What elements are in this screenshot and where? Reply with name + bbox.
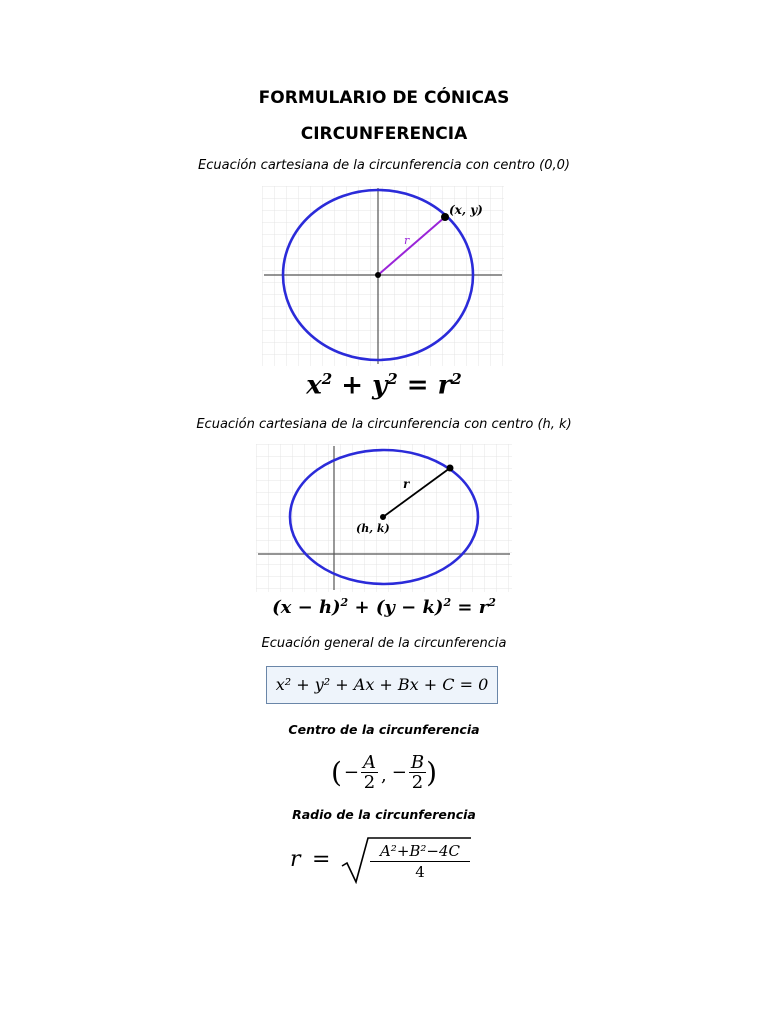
circle-point	[447, 465, 454, 472]
circle-point	[441, 213, 449, 221]
center-formula: ( − $\frac{A}{2}$ , − $\frac{B}{2}$ )	[330, 751, 438, 793]
circle-origin-diagram	[262, 186, 504, 366]
caption-center-formula: Centro de la circunferencia	[288, 722, 480, 737]
radius-formula	[290, 834, 480, 886]
caption-general-equation: Ecuación general de la circunferencia	[261, 636, 507, 651]
caption-center-hk: Ecuación cartesiana de la circunferencia con centro (h, k)	[196, 417, 572, 432]
general-equation-box	[266, 666, 498, 704]
radius-numerator: A²+B²−4C	[370, 842, 470, 862]
point-label: (x, y)	[449, 203, 483, 217]
equals-sign: =	[312, 847, 331, 872]
general-equation: x² + y² + Ax + Bx + C = 0	[275, 675, 489, 694]
circle-hk-diagram	[256, 444, 512, 592]
section-title: CIRCUNFERENCIA	[300, 124, 468, 144]
radius-label: r	[404, 234, 410, 247]
equation-origin: $x^2 + y^2 = r^2$	[306, 370, 462, 401]
caption-radius-formula: Radio de la circunferencia	[292, 807, 476, 822]
center-point	[375, 272, 381, 278]
radius-symbol: r	[290, 847, 301, 872]
radius-label: r	[403, 477, 410, 491]
equation-hk: $(x - h)^2 + (y - k)^2 = r^2$	[272, 596, 496, 618]
document-title: FORMULARIO DE CÓNICAS	[258, 88, 510, 108]
caption-center-origin: Ecuación cartesiana de la circunferencia con centro (0,0)	[198, 158, 570, 173]
center-label: (h, k)	[356, 522, 390, 535]
center-point	[380, 514, 386, 520]
radius-denominator: 4	[415, 863, 425, 881]
